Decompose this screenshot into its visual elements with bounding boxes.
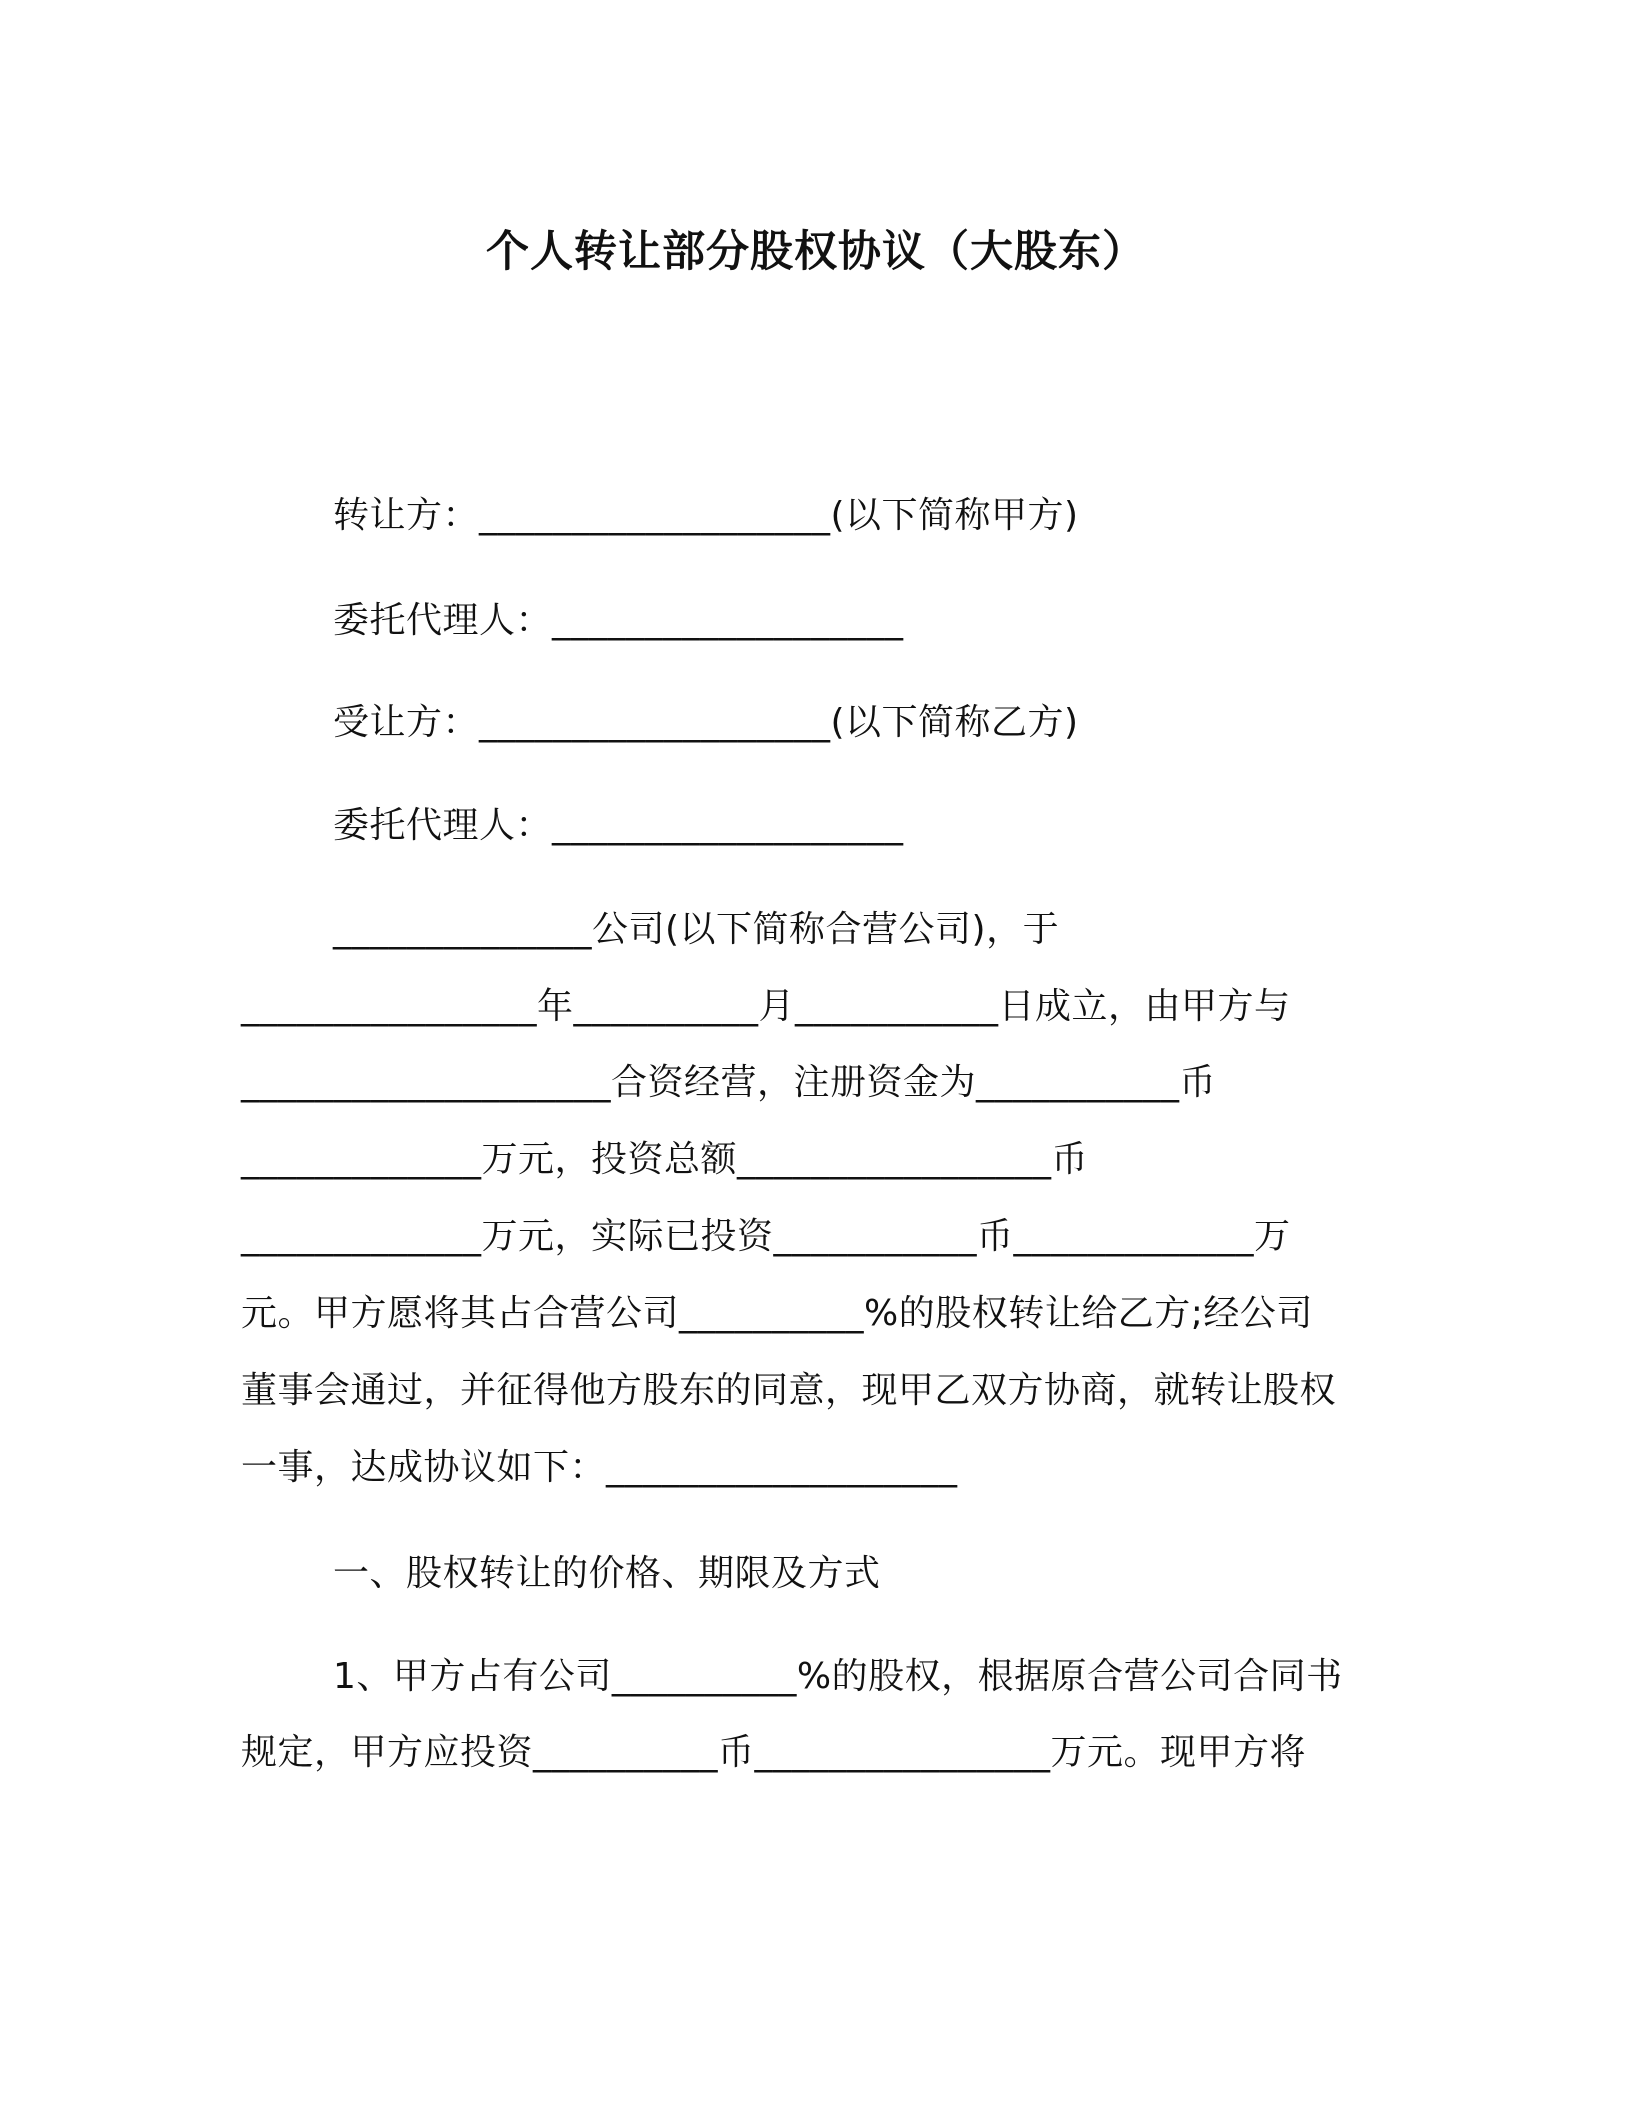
clause-line: 规定，甲方应投资__________币________________万元。现甲方将 (241, 1732, 1307, 1773)
preamble-line: ______________公司(以下简称合营公司)，于 (333, 909, 1060, 950)
section-heading: 一、股权转让的价格、期限及方式 (333, 1553, 881, 1594)
transferee-line: 受让方：___________________(以下简称乙方) (333, 702, 1079, 743)
transferor-agent-line: 委托代理人：___________________ (333, 600, 904, 641)
preamble-line: 一事，达成协议如下：___________________ (241, 1447, 958, 1488)
preamble-line: _____________万元，实际已投资___________币_____________万 (241, 1216, 1291, 1257)
preamble-line: ____________________合资经营，注册资金为___________币 (241, 1062, 1217, 1103)
preamble-line: ________________年__________月___________日成立，由甲方与 (241, 986, 1291, 1027)
clause-line: 1、甲方占有公司__________%的股权，根据原合营公司合同书 (333, 1656, 1343, 1697)
transferor-line: 转让方：___________________(以下简称甲方) (333, 495, 1079, 536)
document-title: 个人转让部分股权协议（大股东） (486, 227, 1146, 277)
preamble-line: 元。甲方愿将其占合营公司__________%的股权转让给乙方;经公司 (241, 1293, 1313, 1334)
transferee-agent-line: 委托代理人：___________________ (333, 805, 904, 846)
preamble-line: 董事会通过，并征得他方股东的同意，现甲乙双方协商，就转让股权 (241, 1370, 1337, 1411)
preamble-line: _____________万元，投资总额_________________币 (241, 1139, 1089, 1180)
